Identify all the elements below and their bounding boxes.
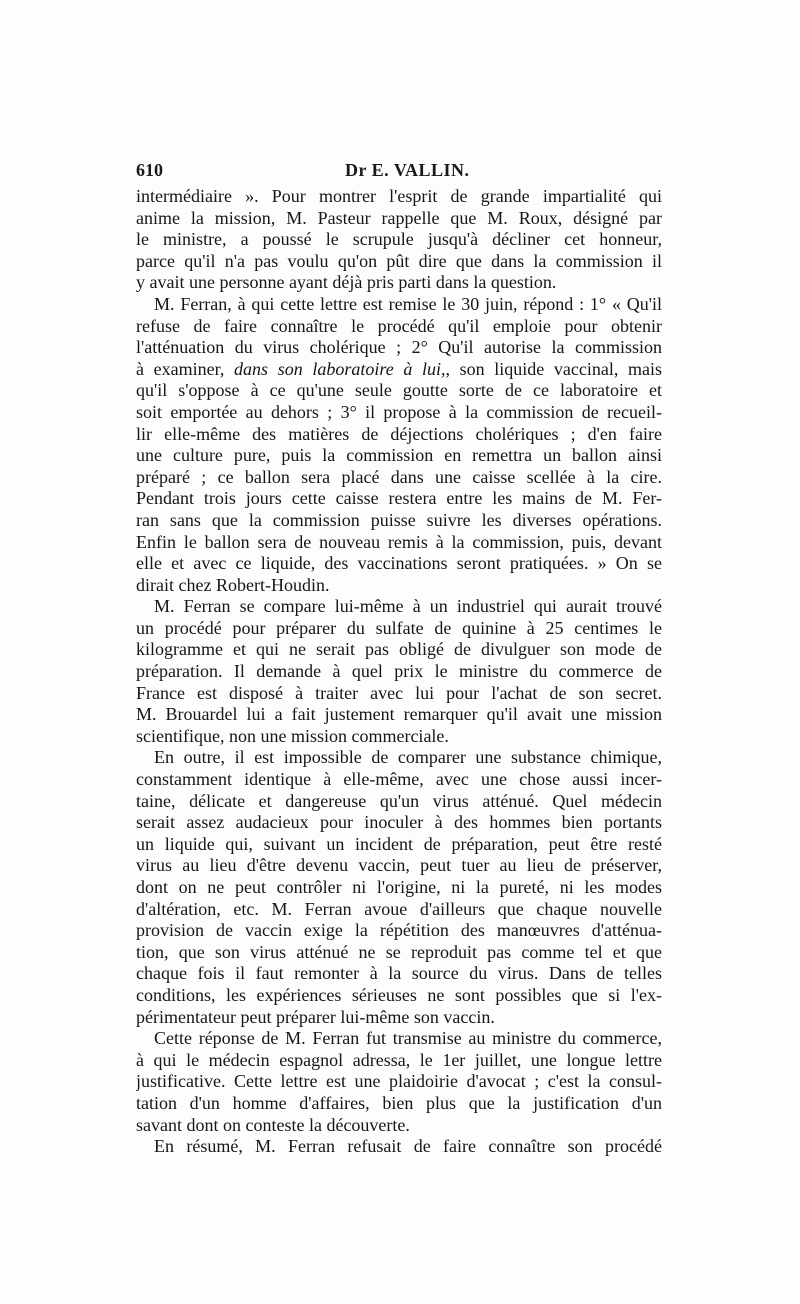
text-line: Enfin le ballon sera de nouveau remis à la commission, puis, devant xyxy=(136,531,662,552)
text-line: tion, que son virus atténué ne se reproduit pas comme tel et que xyxy=(136,941,662,962)
text-line: refuse de faire connaître le procédé qu'il emploie pour obtenir xyxy=(136,315,662,336)
text-line: une culture pure, puis la commission en remettra un ballon ainsi xyxy=(136,445,662,466)
text-line: périmentateur peut préparer lui-même son vaccin. xyxy=(136,1006,495,1027)
text-line: M. Ferran se compare lui-même à un industriel qui aurait trouvé xyxy=(154,596,662,617)
text-run: à examiner, xyxy=(136,358,225,379)
text-line: France est disposé à traiter avec lui pour l'achat de son secret. xyxy=(136,682,662,703)
italic-phrase: dans son laboratoire à lui, xyxy=(234,358,446,379)
text-line: taine, délicate et dangereuse qu'un virus atténué. Quel médecin xyxy=(136,790,662,811)
text-line: conditions, les expériences sérieuses ne sont possibles que si l'ex- xyxy=(136,984,662,1005)
text-line: y avait une personne ayant déjà pris parti dans la question. xyxy=(136,272,557,293)
running-title: Dr E. VALLIN. xyxy=(345,160,470,180)
text-line: lir elle-même des matières de déjections cholériques ; d'en faire xyxy=(136,423,662,444)
text-line: Pendant trois jours cette caisse restera entre les mains de M. Fer- xyxy=(136,488,662,509)
text-line: savant dont on conteste la découverte. xyxy=(136,1114,410,1135)
text-line: préparé ; ce ballon sera placé dans une caisse scellée à la cire. xyxy=(136,466,662,487)
text-run: , son liquide vaccinal, mais xyxy=(445,358,662,379)
text-line: anime la mission, M. Pasteur rappelle que M. Roux, désigné par xyxy=(136,207,662,228)
paragraph xyxy=(136,747,662,1028)
text-line: provision de vaccin exige la répétition des manœuvres d'atténua- xyxy=(136,920,662,941)
text-line: un liquide qui, suivant un incident de préparation, peut être resté xyxy=(136,833,662,854)
text-line: chaque fois il faut remonter à la source du virus. Dans de telles xyxy=(136,963,662,984)
text-line: un procédé pour préparer du sulfate de quinine à 25 centimes le xyxy=(136,617,662,638)
text-line: le ministre, a poussé le scrupule jusqu'à décliner cet honneur, xyxy=(136,229,662,250)
text-line: elle et avec ce liquide, des vaccinations seront pratiquées. » On se xyxy=(136,553,662,574)
body-text xyxy=(136,186,662,1158)
text-line: intermédiaire ». Pour montrer l'esprit de grande impartialité qui xyxy=(136,186,662,206)
text-line: M. Brouardel lui a fait justement remarquer qu'il avait une mission xyxy=(136,704,662,725)
text-line: constamment identique à elle-même, avec une chose aussi incer- xyxy=(136,769,662,790)
paragraph xyxy=(136,596,662,747)
text-line: d'altération, etc. M. Ferran avoue d'ailleurs que chaque nouvelle xyxy=(136,898,662,919)
text-line: parce qu'il n'a pas voulu qu'on pût dire que dans la commission il xyxy=(136,250,662,271)
text-line: Cette réponse de M. Ferran fut transmise au ministre du commerce, xyxy=(154,1028,662,1049)
page-number: 610 xyxy=(136,160,163,180)
paragraph xyxy=(136,1136,662,1158)
text-line: En résumé, M. Ferran refusait de faire connaître son procédé xyxy=(154,1136,662,1157)
paragraph xyxy=(136,186,662,294)
text-line-with-italic xyxy=(136,359,662,381)
text-line: serait assez audacieux pour inoculer à des hommes bien portants xyxy=(136,812,662,833)
text-line: M. Ferran, à qui cette lettre est remise le 30 juin, répond : 1° « Qu'il xyxy=(154,293,662,314)
text-line: soit emportée au dehors ; 3° il propose à la commission de recueil- xyxy=(136,401,662,422)
paragraph xyxy=(136,1028,662,1136)
text-line: justificative. Cette lettre est une plaidoirie d'avocat ; c'est la consul- xyxy=(136,1071,662,1092)
text-line: kilogramme et qui ne serait pas obligé de divulguer son mode de xyxy=(136,639,662,660)
text-line: à qui le médecin espagnol adressa, le 1er juillet, une longue lettre xyxy=(136,1049,662,1070)
paragraph xyxy=(136,294,662,596)
text-line: dirait chez Robert-Houdin. xyxy=(136,574,330,595)
text-line: tation d'un homme d'affaires, bien plus que la justification d'un xyxy=(136,1092,662,1113)
text-line: préparation. Il demande à quel prix le ministre du commerce de xyxy=(136,661,662,682)
text-line: l'atténuation du virus cholérique ; 2° Qu'il autorise la commission xyxy=(136,337,662,358)
text-line: virus au lieu d'être devenu vaccin, peut tuer au lieu de préserver, xyxy=(136,855,662,876)
text-line: scientifique, non une mission commerciale. xyxy=(136,725,449,746)
text-line: qu'il s'oppose à ce qu'une seule goutte sorte de ce laboratoire et xyxy=(136,380,662,401)
text-line: En outre, il est impossible de comparer une substance chimique, xyxy=(154,747,662,768)
text-line: ran sans que la commission puisse suivre les diverses opérations. xyxy=(136,509,662,530)
text-line: dont on ne peut contrôler ni l'origine, ni la pureté, ni les modes xyxy=(136,877,662,897)
